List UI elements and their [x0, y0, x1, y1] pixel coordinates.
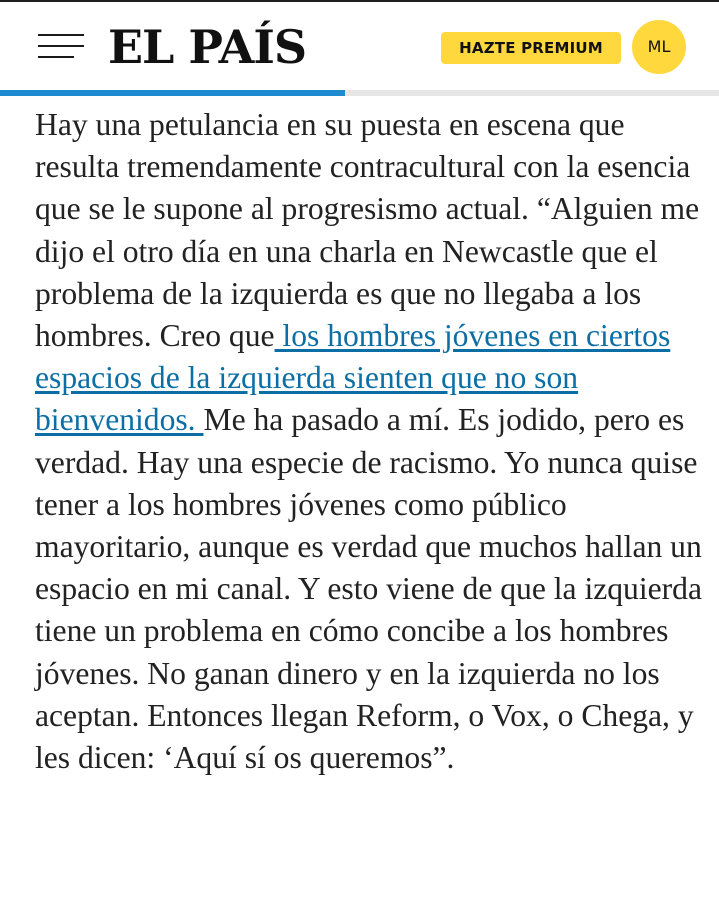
subscribe-premium-button[interactable]: HAZTE PREMIUM: [441, 32, 621, 64]
reading-progress-bar: [0, 90, 719, 96]
menu-bar: [38, 56, 74, 58]
hamburger-menu-icon[interactable]: [38, 34, 84, 60]
site-logo[interactable]: EL PAÍS: [108, 20, 307, 74]
paragraph-text-before-link: Hay una petulancia en su puesta en escena que resulta tremendamente contracultural con la esencia que se le supone al progresismo actual. “Alguien me dijo el otro día en una charla en Newcastle que el problema de la izquierda es que no llegaba a los hombres. Creo que: [35, 107, 700, 354]
article-paragraph: [35, 104, 707, 779]
paragraph-text-after-link: Me ha pasado a mí. Es jodido, pero es verdad. Hay una especie de racismo. Yo nunca quise tener a los hombres jóvenes como público mayoritario, aunque es verdad que muchos hallan un espacio en mi canal. Y esto viene de que la izquierda tiene un problema en cómo concibe a los hombres jóvenes. No ganan dinero y en la izquierda no los aceptan. Entonces llegan Reform, o Vox, o Chega, y les dicen: ‘Aquí sí os queremos”.: [35, 402, 702, 776]
user-avatar[interactable]: ML: [632, 20, 686, 74]
menu-bar: [38, 45, 84, 47]
site-header: [0, 2, 719, 90]
reading-progress-fill: [0, 90, 345, 96]
menu-bar: [38, 34, 84, 36]
article-inline-link[interactable]: los hombres jóvenes en ciertos espacios de la izquierda sienten que no son bienvenidos.: [35, 318, 671, 438]
